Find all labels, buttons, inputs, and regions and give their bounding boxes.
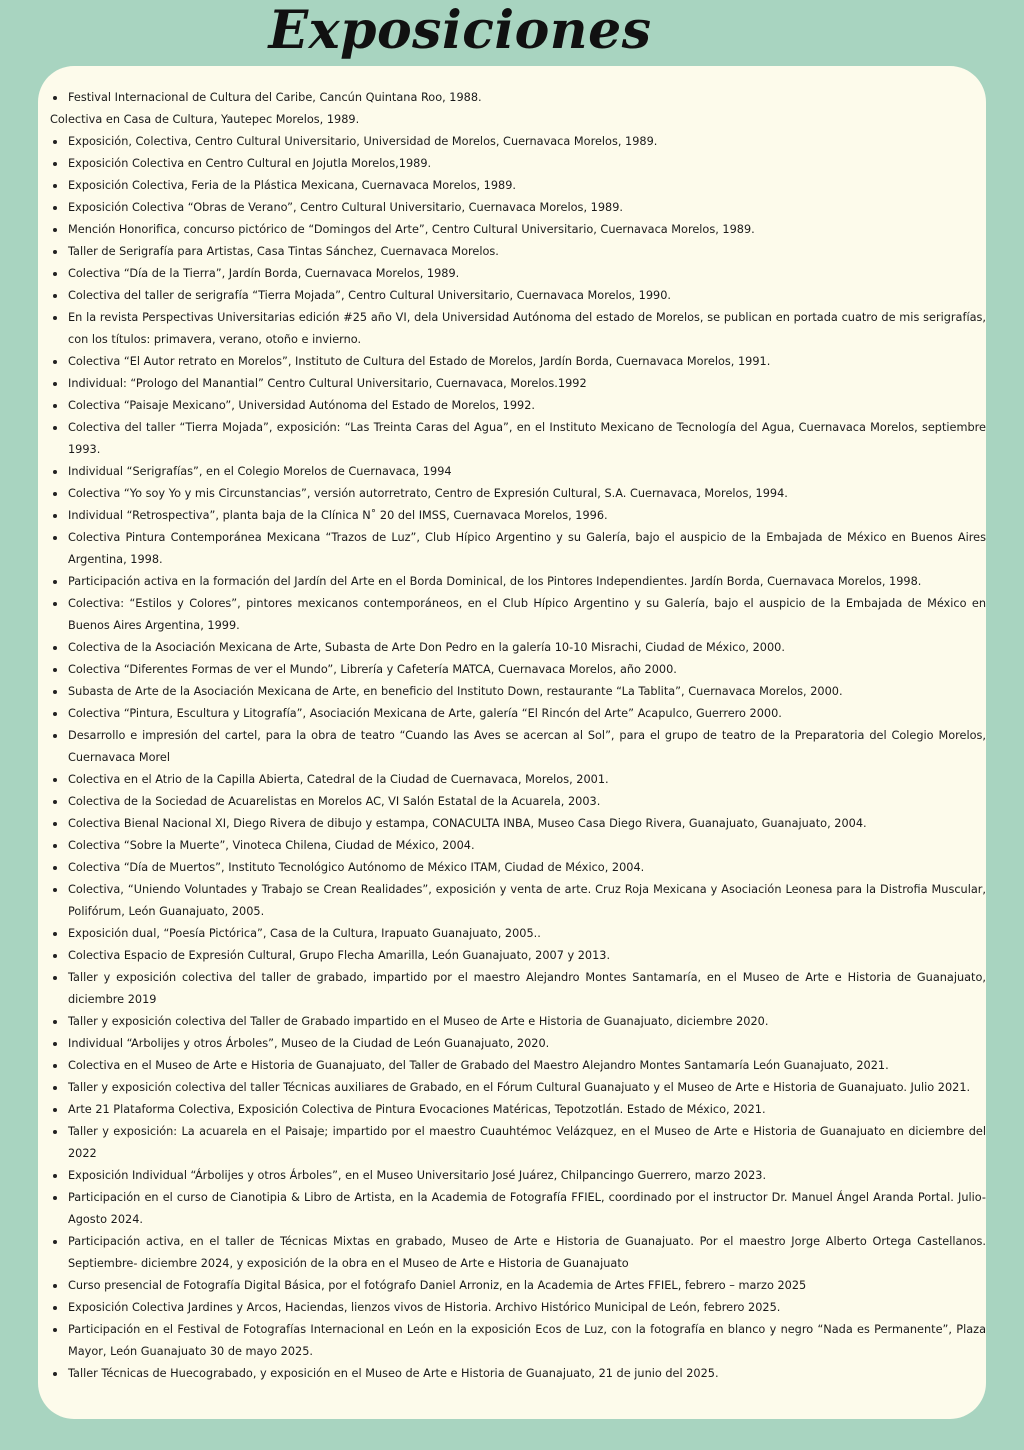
exhibition-item: Curso presencial de Fotografía Digital Básica, por el fotógrafo Daniel Arroniz, en la Academia de Artes FFIEL, febrero – marzo 2025 [50,1275,986,1297]
exhibition-item: Desarrollo e impresión del cartel, para la obra de teatro “Cuando las Aves se acercan al Sol”, para el grupo de teatro de la Preparatoria del Colegio Morelos, Cuernavaca Morel [50,725,986,769]
exhibition-item: Arte 21 Plataforma Colectiva, Exposición Colectiva de Pintura Evocaciones Matéricas, Tepotzotlán. Estado de México, 2021. [50,1099,986,1121]
exhibition-item: Colectiva “Yo soy Yo y mis Circunstancias”, versión autorretrato, Centro de Expresión Cultural, S.A. Cuernavaca, Morelos, 1994. [50,483,986,505]
exhibition-item: Individual “Retrospectiva”, planta baja de la Clínica N˚ 20 del IMSS, Cuernavaca Morelos, 1996. [50,505,986,527]
exhibition-item: Participación en el curso de Cianotipia & Libro de Artista, en la Academia de Fotografía FFIEL, coordinado por el instructor Dr. Manuel Ángel Aranda Portal. Julio-Agosto 2024. [50,1187,986,1231]
exhibition-item: Colectiva “Paisaje Mexicano”, Universidad Autónoma del Estado de Morelos, 1992. [50,395,986,417]
exhibition-item: Exposición Colectiva, Feria de la Plástica Mexicana, Cuernavaca Morelos, 1989. [50,175,986,197]
exhibition-item: Colectiva Pintura Contemporánea Mexicana “Trazos de Luz”, Club Hípico Argentino y su Galería, bajo el auspicio de la Embajada de México en Buenos Aires Argentina, 1998. [50,527,986,571]
exhibition-item: Colectiva Bienal Nacional XI, Diego Rivera de dibujo y estampa, CONACULTA INBA, Museo Casa Diego Rivera, Guanajuato, Guanajuato, 2004. [50,813,986,835]
exhibition-item: Colectiva en Casa de Cultura, Yautepec Morelos, 1989. [50,113,360,126]
exhibition-item: Colectiva en el Museo de Arte e Historia de Guanajuato, del Taller de Grabado del Maestro Alejandro Montes Santamaría León Guanajuato, 2021. [50,1055,986,1077]
exhibition-item: Colectiva “El Autor retrato en Morelos”, Instituto de Cultura del Estado de Morelos, Jardín Borda, Cuernavaca Morelos, 1991. [50,351,986,373]
exhibition-item: Colectiva de la Asociación Mexicana de Arte, Subasta de Arte Don Pedro en la galería 10-10 Misrachi, Ciudad de México, 2000. [50,637,986,659]
exhibition-item: Individual: “Prologo del Manantial” Centro Cultural Universitario, Cuernavaca, Morelos.1992 [50,373,986,395]
exhibition-item: Participación activa, en el taller de Técnicas Mixtas en grabado, Museo de Arte e Historia de Guanajuato. Por el maestro Jorge Alberto Ortega Castellanos. Septiembre- diciembre 2024, y exposición de la obra en el Museo de Arte e Historia de Guanajuato [50,1231,986,1275]
exhibition-item: Colectiva de la Sociedad de Acuarelistas en Morelos AC, VI Salón Estatal de la Acuarela, 2003. [50,791,986,813]
exhibition-item: Colectiva del taller de serigrafía “Tierra Mojada”, Centro Cultural Universitario, Cuernavaca Morelos, 1990. [50,285,986,307]
exhibition-item: En la revista Perspectivas Universitarias edición #25 año VI, dela Universidad Autónoma del estado de Morelos, se publican en portada cuatro de mis serigrafías, con los títulos: primavera, verano, otoño e invierno. [50,307,986,351]
exhibition-item: Mención Honorifica, concurso pictórico de “Domingos del Arte”, Centro Cultural Universitario, Cuernavaca Morelos, 1989. [50,219,986,241]
page-title: Exposiciones [268,0,652,61]
exhibition-item: Taller y exposición colectiva del taller de grabado, impartido por el maestro Alejandro Montes Santamaría, en el Museo de Arte e Historia de Guanajuato, diciembre 2019 [50,967,986,1011]
exhibition-item: Exposición Colectiva en Centro Cultural en Jojutla Morelos,1989. [50,153,986,175]
exhibition-item: Exposición dual, “Poesía Pictórica”, Casa de la Cultura, Irapuato Guanajuato, 2005.. [50,923,986,945]
exhibition-item: Taller y exposición colectiva del taller Técnicas auxiliares de Grabado, en el Fórum Cultural Guanajuato y el Museo de Arte e Historia de Guanajuato. Julio 2021. [50,1077,986,1099]
exhibition-item: Colectiva “Sobre la Muerte”, Vinoteca Chilena, Ciudad de México, 2004. [50,835,986,857]
exhibition-item: Exposición Colectiva “Obras de Verano”, Centro Cultural Universitario, Cuernavaca Morelos, 1989. [50,197,986,219]
exhibition-item: Exposición Colectiva Jardines y Arcos, Haciendas, lienzos vivos de Historia. Archivo Histórico Municipal de León, febrero 2025. [50,1297,986,1319]
exhibition-item: Subasta de Arte de la Asociación Mexicana de Arte, en beneficio del Instituto Down, restaurante “La Tablita”, Cuernavaca Morelos, 2000. [50,681,986,703]
exhibition-item: Participación activa en la formación del Jardín del Arte en el Borda Dominical, de los Pintores Independientes. Jardín Borda, Cuernavaca Morelos, 1998. [50,571,986,593]
exhibition-item: Colectiva del taller “Tierra Mojada”, exposición: “Las Treinta Caras del Agua”, en el Instituto Mexicano de Tecnología del Agua, Cuernavaca Morelos, septiembre 1993. [50,417,986,461]
exhibition-item: Taller y exposición colectiva del Taller de Grabado impartido en el Museo de Arte e Historia de Guanajuato, diciembre 2020. [50,1011,986,1033]
exhibition-item: Colectiva “Diferentes Formas de ver el Mundo”, Librería y Cafetería MATCA, Cuernavaca Morelos, año 2000. [50,659,986,681]
exhibition-item: Colectiva Espacio de Expresión Cultural, Grupo Flecha Amarilla, León Guanajuato, 2007 y 2013. [50,945,986,967]
exhibition-item: Participación en el Festival de Fotografías Internacional en León en la exposición Ecos de Luz, con la fotografía en blanco y negro “Nada es Permanente”, Plaza Mayor, León Guanajuato 30 de mayo 2025. [50,1319,986,1363]
exhibition-item: Festival Internacional de Cultura del Caribe, Cancún Quintana Roo, 1988. [50,87,986,109]
exhibition-item: Individual “Arbolijes y otros Árboles”, Museo de la Ciudad de León Guanajuato, 2020. [50,1033,986,1055]
exhibition-item: Colectiva, “Uniendo Voluntades y Trabajo se Crean Realidades”, exposición y venta de arte. Cruz Roja Mexicana y Asociación Leonesa para la Distrofia Muscular, Polifórum, León Guanajuato, 2005. [50,879,986,923]
exhibition-item: Individual “Serigrafías”, en el Colegio Morelos de Cuernavaca, 1994 [50,461,986,483]
exhibitions-card [38,66,986,1419]
exhibition-item: Colectiva “Día de la Tierra”, Jardín Borda, Cuernavaca Morelos, 1989. [50,263,986,285]
exhibition-item: Colectiva “Día de Muertos”, Instituto Tecnológico Autónomo de México ITAM, Ciudad de México, 2004. [50,857,986,879]
exhibition-item: Colectiva “Pintura, Escultura y Litografía”, Asociación Mexicana de Arte, galería “El Rincón del Arte” Acapulco, Guerrero 2000. [50,703,986,725]
exhibition-item: Colectiva: “Estilos y Colores”, pintores mexicanos contemporáneos, en el Club Hípico Argentino y su Galería, bajo el auspicio de la Embajada de México en Buenos Aires Argentina, 1999. [50,593,986,637]
exhibition-item: Exposición Individual “Árbolijes y otros Árboles”, en el Museo Universitario José Juárez, Chilpancingo Guerrero, marzo 2023. [50,1165,986,1187]
exhibition-item: Exposición, Colectiva, Centro Cultural Universitario, Universidad de Morelos, Cuernavaca Morelos, 1989. [50,131,986,153]
exhibition-item: Taller y exposición: La acuarela en el Paisaje; impartido por el maestro Cuauhtémoc Velázquez, en el Museo de Arte e Historia de Guanajuato en diciembre del 2022 [50,1121,986,1165]
exhibitions-list [50,87,986,1385]
exhibition-item: Taller de Serigrafía para Artistas, Casa Tintas Sánchez, Cuernavaca Morelos. [50,241,986,263]
exhibition-item: Colectiva en el Atrio de la Capilla Abierta, Catedral de la Ciudad de Cuernavaca, Morelos, 2001. [50,769,986,791]
exhibition-item: Taller Técnicas de Huecograbado, y exposición en el Museo de Arte e Historia de Guanajuato, 21 de junio del 2025. [50,1363,986,1385]
